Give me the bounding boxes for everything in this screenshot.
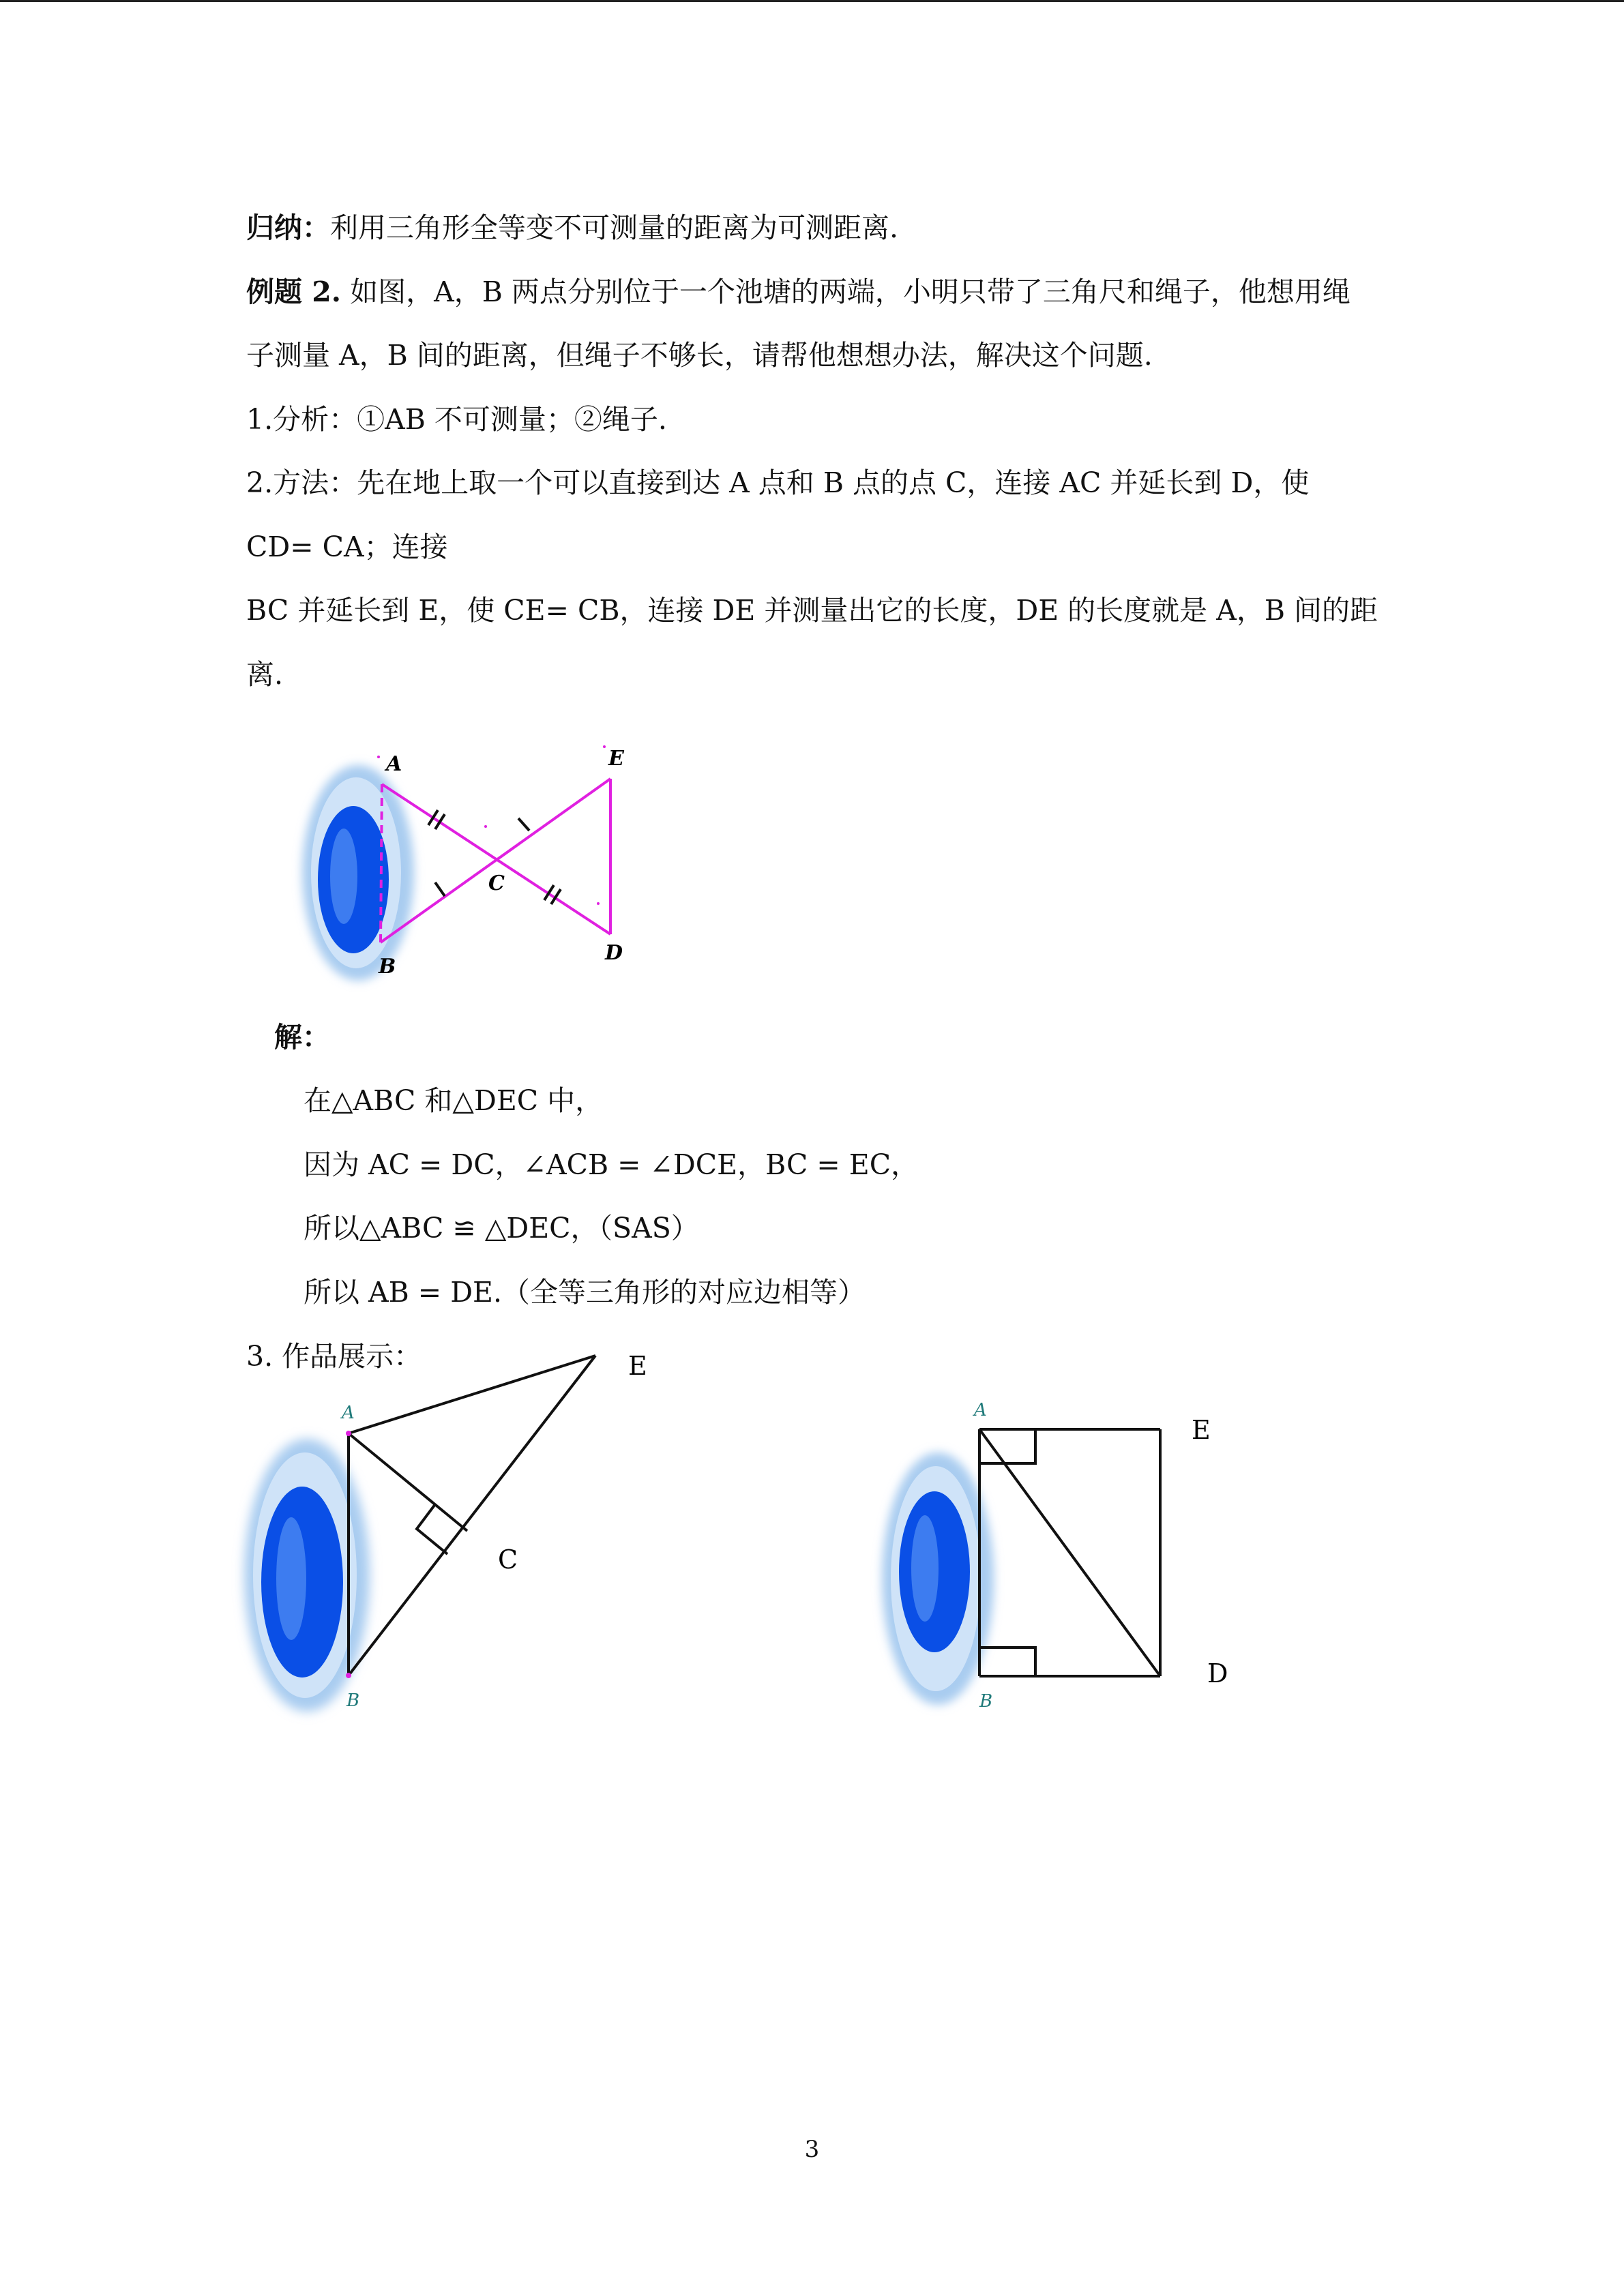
figure-pond-crossing xyxy=(293,736,648,989)
solution-label: 解： xyxy=(274,1021,330,1054)
summary-line xyxy=(246,210,898,245)
fig1-label-d: D xyxy=(605,941,623,965)
pond-image xyxy=(882,1452,994,1705)
fig1-label-e: E xyxy=(608,747,624,771)
segment-b-c-e xyxy=(381,779,610,942)
fig1-label-c: C xyxy=(488,871,505,895)
works-label: 3. 作品展示： xyxy=(246,1340,422,1373)
solution-line-3: 所以△ABC ≌ △DEC，（SAS） xyxy=(304,1212,699,1244)
example-line-1 xyxy=(246,274,1350,310)
fig2-label-a: A xyxy=(342,1403,355,1423)
fig2-label-c: C xyxy=(498,1545,518,1575)
page-top-border xyxy=(0,0,1624,2)
page-number: 3 xyxy=(804,2136,820,2163)
example-label: 例题 2. xyxy=(246,275,342,308)
example-line-2: 子测量 A，B 间的距离，但绳子不够长，请帮他想想办法，解决这个问题. xyxy=(246,339,1153,372)
method-line-1: 2.方法：先在地上取一个可以直接到达 A 点和 B 点的点 C，连接 AC 并延长到 D，使 xyxy=(246,466,1310,499)
solution-line-1: 在△ABC 和△DEC 中， xyxy=(304,1084,604,1117)
summary-text: 利用三角形全等变不可测量的距离为可测距离. xyxy=(330,211,899,244)
method-line-2: CD= CA；连接 xyxy=(246,531,448,563)
figure-work-rectangle xyxy=(873,1391,1255,1718)
method-line-4: 离. xyxy=(246,658,284,691)
solution-line-4: 所以 AB = DE.（全等三角形的对应边相等） xyxy=(304,1276,866,1309)
figure-work-right-triangle xyxy=(242,1337,665,1718)
fig1-label-a: A xyxy=(386,752,402,776)
solution-line-2: 因为 AC = DC，∠ACB = ∠DCE，BC = EC， xyxy=(304,1148,919,1181)
fig2-label-b: B xyxy=(346,1690,360,1711)
fig3-label-d: D xyxy=(1207,1658,1228,1688)
fig3-label-b: B xyxy=(979,1691,993,1712)
example-text-1: 如图，A，B 两点分别位于一个池塘的两端，小明只带了三角尺和绳子，他想用绳 xyxy=(350,275,1350,308)
fig1-label-b: B xyxy=(379,955,396,979)
method-line-3: BC 并延长到 E，使 CE= CB，连接 DE 并测量出它的长度，DE 的长度就是 A，B 间的距 xyxy=(246,594,1378,627)
pond-image xyxy=(302,765,414,981)
fig3-label-a: A xyxy=(974,1400,987,1420)
analysis-line: 1.分析：①AB 不可测量；②绳子. xyxy=(246,403,667,436)
fig3-label-e: E xyxy=(1192,1415,1211,1445)
fig2-label-e: E xyxy=(628,1351,647,1381)
summary-label: 归纳： xyxy=(246,211,330,244)
